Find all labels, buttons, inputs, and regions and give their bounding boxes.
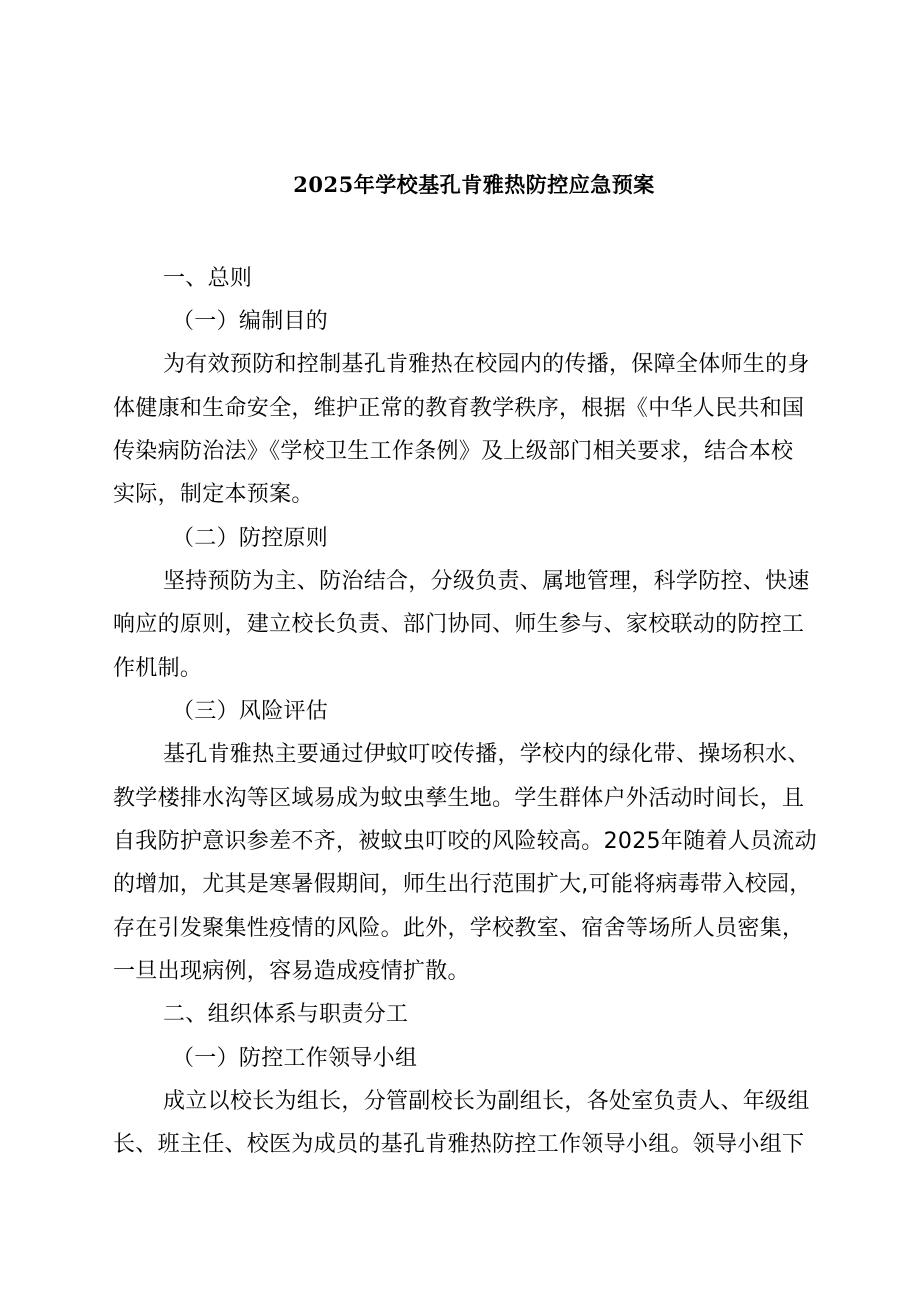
document-title: 2025年学校基孔肯雅热防控应急预案 [293,172,655,197]
paragraph-line: 传染病防治法》《学校卫生工作条例》及上级部门相关要求，结合本校 [113,439,794,464]
paragraph-line: 的增加，尤其是寒暑假期间，师生出行范围扩大,可能将病毒带入校园， [113,872,812,897]
subsection-heading-risk: （三）风险评估 [172,699,329,724]
paragraph-line: 成立以校长为组长，分管副校长为副组长，各处室负责人、年级组 [163,1089,810,1114]
paragraph-line: 响应的原则，建立校长负责、部门协同、师生参与、家校联动的防控工 [113,612,805,637]
paragraph-line: 自我防护意识参差不齐，被蚊虫叮咬的风险较高。2025年随着人员流动 [113,829,817,854]
paragraph-line: 为有效预防和控制基孔肯雅热在校园内的传播，保障全体师生的身 [163,352,810,377]
paragraph-line: 体健康和生命安全，维护正常的教育教学秩序，根据《中华人民共和国 [113,396,805,421]
paragraph-line: 坚持预防为主、防治结合，分级负责、属地管理，科学防控、快速 [163,569,810,594]
paragraph-line: 作机制。 [113,656,203,681]
section-heading-organization: 二、组织体系与职责分工 [163,1002,409,1027]
paragraph-line: 长、班主任、校医为成员的基孔肯雅热防控工作领导小组。领导小组下 [113,1132,805,1157]
paragraph-line: 一旦出现病例，容易造成疫情扩散。 [113,959,470,984]
subsection-heading-principles: （二）防控原则 [172,526,329,551]
paragraph-line: 实际，制定本预案。 [113,482,314,507]
paragraph-line: 教学楼排水沟等区域易成为蚊虫孳生地。学生群体户外活动时间长，且 [113,786,805,811]
subsection-heading-purpose: （一）编制目的 [172,309,329,334]
paragraph-line: 存在引发聚集性疫情的风险。此外，学校教室、宿舍等场所人员密集， [113,916,805,941]
subsection-heading-leadership: （一）防控工作领导小组 [172,1046,418,1071]
section-heading-general: 一、总则 [163,266,253,291]
paragraph-line: 基孔肯雅热主要通过伊蚊叮咬传播，学校内的绿化带、操场积水、 [163,742,810,767]
